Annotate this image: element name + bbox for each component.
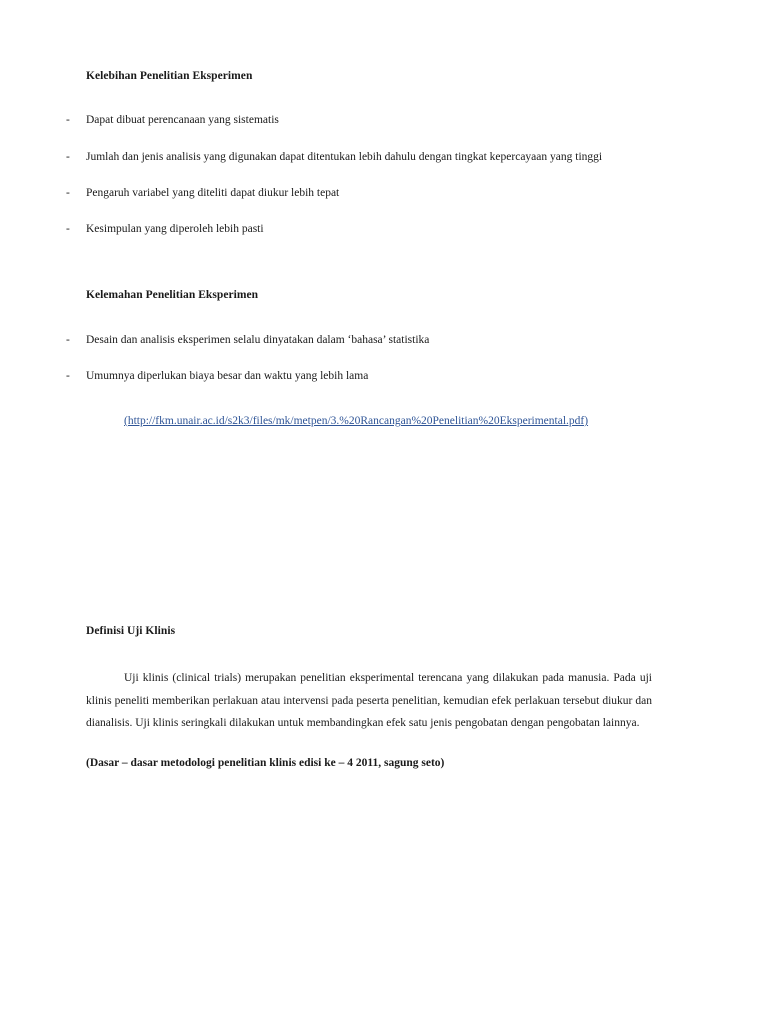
list-item: [66, 114, 279, 126]
list-item: [66, 151, 602, 163]
reference-link[interactable]: (http://fkm.unair.ac.id/s2k3/files/mk/metpen/3.%20Rancangan%20Penelitian%20Eksperimental.pdf): [124, 415, 589, 427]
bullet-marker: -: [66, 334, 70, 346]
heading-kelemahan: Kelemahan Penelitian Eksperimen: [86, 289, 259, 301]
list-item: [66, 223, 264, 235]
list-item-text: Jumlah dan jenis analisis yang digunakan dapat ditentukan lebih dahulu dengan tingkat kepercayaan yang tinggi: [86, 151, 603, 163]
list-item: [66, 187, 339, 199]
list-item-text: Kesimpulan yang diperoleh lebih pasti: [86, 223, 264, 235]
list-item-text: Pengaruh variabel yang diteliti dapat diukur lebih tepat: [86, 187, 340, 199]
list-item-text: Dapat dibuat perencanaan yang sistematis: [86, 114, 279, 126]
list-item-text: Desain dan analisis eksperimen selalu dinyatakan dalam ‘bahasa’ statistika: [86, 334, 430, 346]
definition-paragraph: Uji klinis (clinical trials) merupakan penelitian eksperimental terencana yang dilakukan pada manusia. Pada uji klinis peneliti memberikan perlakuan atau intervensi pada peserta penelitian, kemudian efek perlakuan tersebut diukur dan dianalisis. Uji klinis seringkali dilakukan untuk membandingkan efek satu jenis pengobatan dengan pengobatan lainnya.: [86, 672, 652, 730]
bullet-marker: -: [66, 223, 70, 235]
bullet-marker: -: [66, 151, 70, 163]
list-item: [66, 334, 429, 346]
bullet-marker: -: [66, 370, 70, 382]
heading-definisi-uji-klinis: Definisi Uji Klinis: [86, 625, 176, 637]
list-item-text: Umumnya diperlukan biaya besar dan waktu yang lebih lama: [86, 370, 369, 382]
bullet-marker: -: [66, 187, 70, 199]
bullet-marker: -: [66, 114, 70, 126]
source-citation: (Dasar – dasar metodologi penelitian klinis edisi ke – 4 2011, sagung seto): [86, 757, 445, 769]
list-item: [66, 370, 368, 382]
heading-kelebihan: Kelebihan Penelitian Eksperimen: [86, 70, 253, 82]
